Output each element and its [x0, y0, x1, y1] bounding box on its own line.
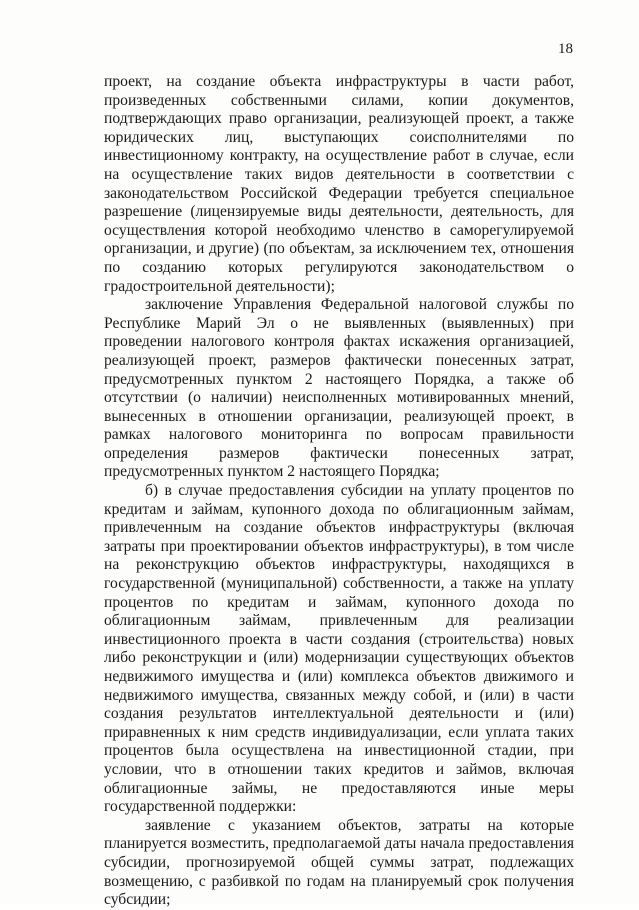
paragraph-tax-service-conclusion: заключение Управления Федеральной налоговой службы по Республике Марий Эл о не выявленных (выявленных) при проведении налогового контроля фактах искажения организацией, реализующей проект, размеров фактически понесенных затрат, предусмотренных пунктом 2 настоящего Порядка, а также об отсутствии (о наличии) неисполненных мотивированных мнений, вынесенных в отношении организации, реализующей проект, в рамках налогового мониторинга по вопросам правильности определения размеров фактически понесенных затрат, предусмотренных пунктом 2 настоящего Порядка; [104, 296, 574, 481]
paragraph-application-statement: заявление с указанием объектов, затраты на которые планируется возместить, предполагаемой даты начала предоставления субсидии, прогнозируемой общей суммы затрат, подлежащих возмещению, с разбивкой по годам на планируемый срок получения субсидии; [104, 816, 574, 909]
page-number: 18 [558, 41, 573, 57]
paragraph-item-b-interest-subsidy: б) в случае предоставления субсидии на уплату процентов по кредитам и займам, купонного дохода по облигационным займам, привлеченным на создание объектов инфраструктуры (включая затраты при проектировании объектов инфраструктуры), в том числе на реконструкцию объектов инфраструктуры, находящихся в государственной (муниципальной) собственности, а также на уплату процентов по кредитам и займам, купонного дохода по облигационным займам, привлеченным для реализации инвестиционного проекта в части создания (строительства) новых либо реконструкции и (или) модернизации существующих объектов недвижимого имущества и (или) комплекса объектов движимого и недвижимого имущества, связанных между собой, и (или) в части создания результатов интеллектуальной деятельности и (или) приравненных к ним средств индивидуализации, если уплата таких процентов была осуществлена на инвестиционной стадии, при условии, что в отношении таких кредитов и займов, включая облигационные займы, не предоставляются иные меры государственной поддержки: [104, 482, 574, 816]
paragraph-documents-continued: проект, на создание объекта инфраструктуры в части работ, произведенных собственными силами, копии документов, подтверждающих право организации, реализующей проект, а также юридических лиц, выступающих соисполнителями по инвестиционному контракту, на осуществление работ в случае, если на осуществление таких видов деятельности в соответствии с законодательством Российской Федерации требуется специальное разрешение (лицензируемые виды деятельности, деятельность, для осуществления которой необходимо членство в саморегулируемой организации, и другие) (по объектам, за исключением тех, отношения по созданию которых регулируются законодательством о градостроительной деятельности); [104, 73, 574, 295]
document-body [104, 73, 574, 910]
